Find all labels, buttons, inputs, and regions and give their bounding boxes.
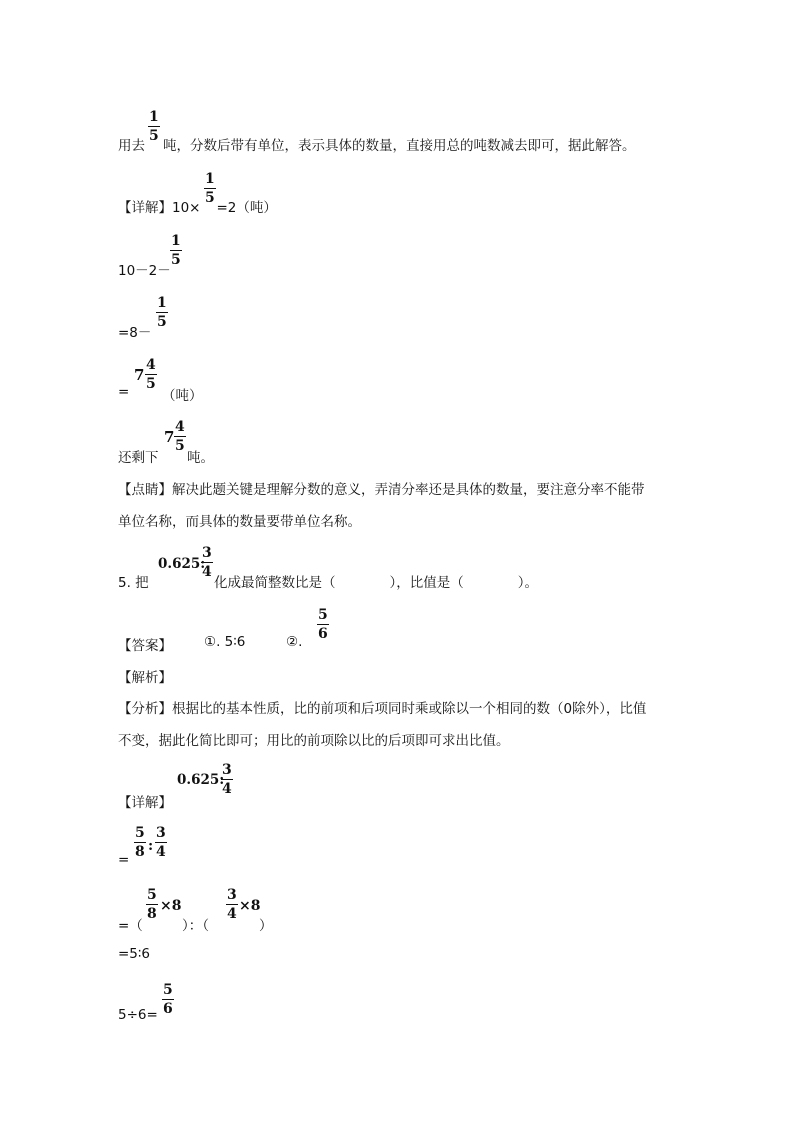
step-3 (118, 946, 150, 962)
denominator: 8 (147, 906, 157, 922)
question-5 (118, 571, 149, 591)
question-5-suffix: 化成最简整数比是（ ），比值是（ ）。 (214, 575, 538, 591)
ratio-colon: : (148, 838, 154, 854)
line-2-suffix: =2（吨） (216, 200, 277, 216)
denominator: 4 (202, 564, 212, 580)
multiplier-1: ×8 (160, 898, 182, 914)
answer-2: ②. (286, 634, 303, 650)
answer-line (118, 634, 172, 654)
fraction (221, 763, 233, 796)
line-5-suffix: （吨） (162, 388, 203, 404)
line-3-prefix: 10－2－ (118, 263, 171, 279)
answer-1: ①. 5∶6 (204, 634, 246, 650)
analysis-heading (118, 666, 172, 686)
step-1 (118, 852, 129, 868)
fraction (201, 546, 213, 579)
analysis-text-2: 不变，据此化简比即可；用比的前项除以比的后项即可求出比值。 (118, 733, 510, 749)
analysis-text-1: 【分析】根据比的基本性质，比的前项和后项同时乘或除以一个相同的数（0除外），比值 (118, 701, 647, 717)
numerator: 3 (222, 762, 232, 778)
numerator: 1 (149, 109, 159, 125)
line-3 (118, 259, 171, 279)
numerator: 1 (205, 171, 215, 187)
step-2 (118, 914, 143, 934)
numerator: 4 (146, 357, 156, 373)
denominator: 5 (157, 314, 167, 330)
fraction (162, 983, 174, 1016)
line-6-prefix: 还剩下 (118, 450, 159, 466)
denominator: 8 (135, 844, 145, 860)
denominator: 4 (227, 906, 237, 922)
detail-label-line (118, 791, 172, 811)
step-4-prefix: 5÷6= (118, 1007, 158, 1023)
numerator: 5 (135, 825, 145, 841)
fraction (146, 888, 158, 921)
line-4 (118, 321, 151, 341)
fraction (148, 110, 160, 143)
question-5-prefix: 5. 把 (118, 575, 149, 591)
step-2-suffix: ） (259, 918, 273, 934)
denominator: 5 (146, 376, 156, 392)
numerator: 5 (163, 982, 173, 998)
fraction (134, 826, 146, 859)
denominator: 5 (171, 252, 181, 268)
analysis-heading-text: 【解析】 (118, 670, 172, 686)
line-6-suffix: 吨。 (187, 450, 214, 466)
mixed-number-whole: 7 (134, 366, 145, 384)
detail-decimal: 0.625: (177, 772, 225, 788)
step-3-text: =5∶6 (118, 946, 151, 962)
numerator: 3 (227, 887, 237, 903)
question-5-decimal: 0.625: (158, 556, 206, 572)
denominator: 4 (222, 781, 232, 797)
detail-label: 【详解】 (118, 795, 172, 811)
numerator: 3 (202, 545, 212, 561)
step-4 (118, 1007, 158, 1023)
multiplier-2: ×8 (239, 898, 261, 914)
fraction (226, 888, 238, 921)
analysis-line-2 (118, 729, 510, 749)
denominator: 5 (205, 190, 215, 206)
step-1-prefix: = (118, 852, 130, 868)
step-2-prefix: =（ (118, 918, 143, 934)
line-5 (118, 384, 129, 400)
denominator: 5 (175, 438, 185, 454)
line-1-suffix: 吨，分数后带有单位，表示具体的数量，直接用总的吨数减去即可，据此解答。 (163, 138, 636, 154)
line-4-prefix: =8－ (118, 325, 152, 341)
note-line-1 (118, 478, 645, 498)
denominator: 6 (163, 1001, 173, 1017)
line-6 (118, 446, 159, 466)
analysis-line-1 (118, 697, 646, 717)
line-2-prefix: 【详解】10× (118, 200, 201, 216)
denominator: 4 (156, 844, 166, 860)
line-1-prefix: 用去 (118, 138, 145, 154)
note-text-2: 单位名称，而具体的数量要带单位名称。 (118, 514, 361, 530)
numerator: 1 (157, 295, 167, 311)
line-1 (118, 134, 636, 154)
fraction (145, 358, 157, 391)
numerator: 3 (156, 825, 166, 841)
fraction (204, 172, 216, 205)
line-2 (118, 196, 277, 216)
numerator: 5 (147, 887, 157, 903)
numerator: 1 (171, 233, 181, 249)
fraction (174, 420, 186, 453)
mixed-number-whole: 7 (164, 428, 175, 446)
denominator: 5 (149, 128, 159, 144)
fraction (156, 296, 168, 329)
note-text-1: 【点睛】解决此题关键是理解分数的意义，弄清分率还是具体的数量，要注意分率不能带 (118, 482, 645, 498)
numerator: 4 (175, 419, 185, 435)
note-line-2 (118, 510, 361, 530)
numerator: 5 (318, 607, 328, 623)
step-2-middle: ）：（ (182, 918, 209, 934)
fraction (155, 826, 167, 859)
denominator: 6 (318, 626, 328, 642)
fraction (170, 234, 182, 267)
fraction (317, 608, 329, 641)
line-5-prefix: = (118, 384, 130, 400)
answer-label: 【答案】 (118, 638, 172, 654)
